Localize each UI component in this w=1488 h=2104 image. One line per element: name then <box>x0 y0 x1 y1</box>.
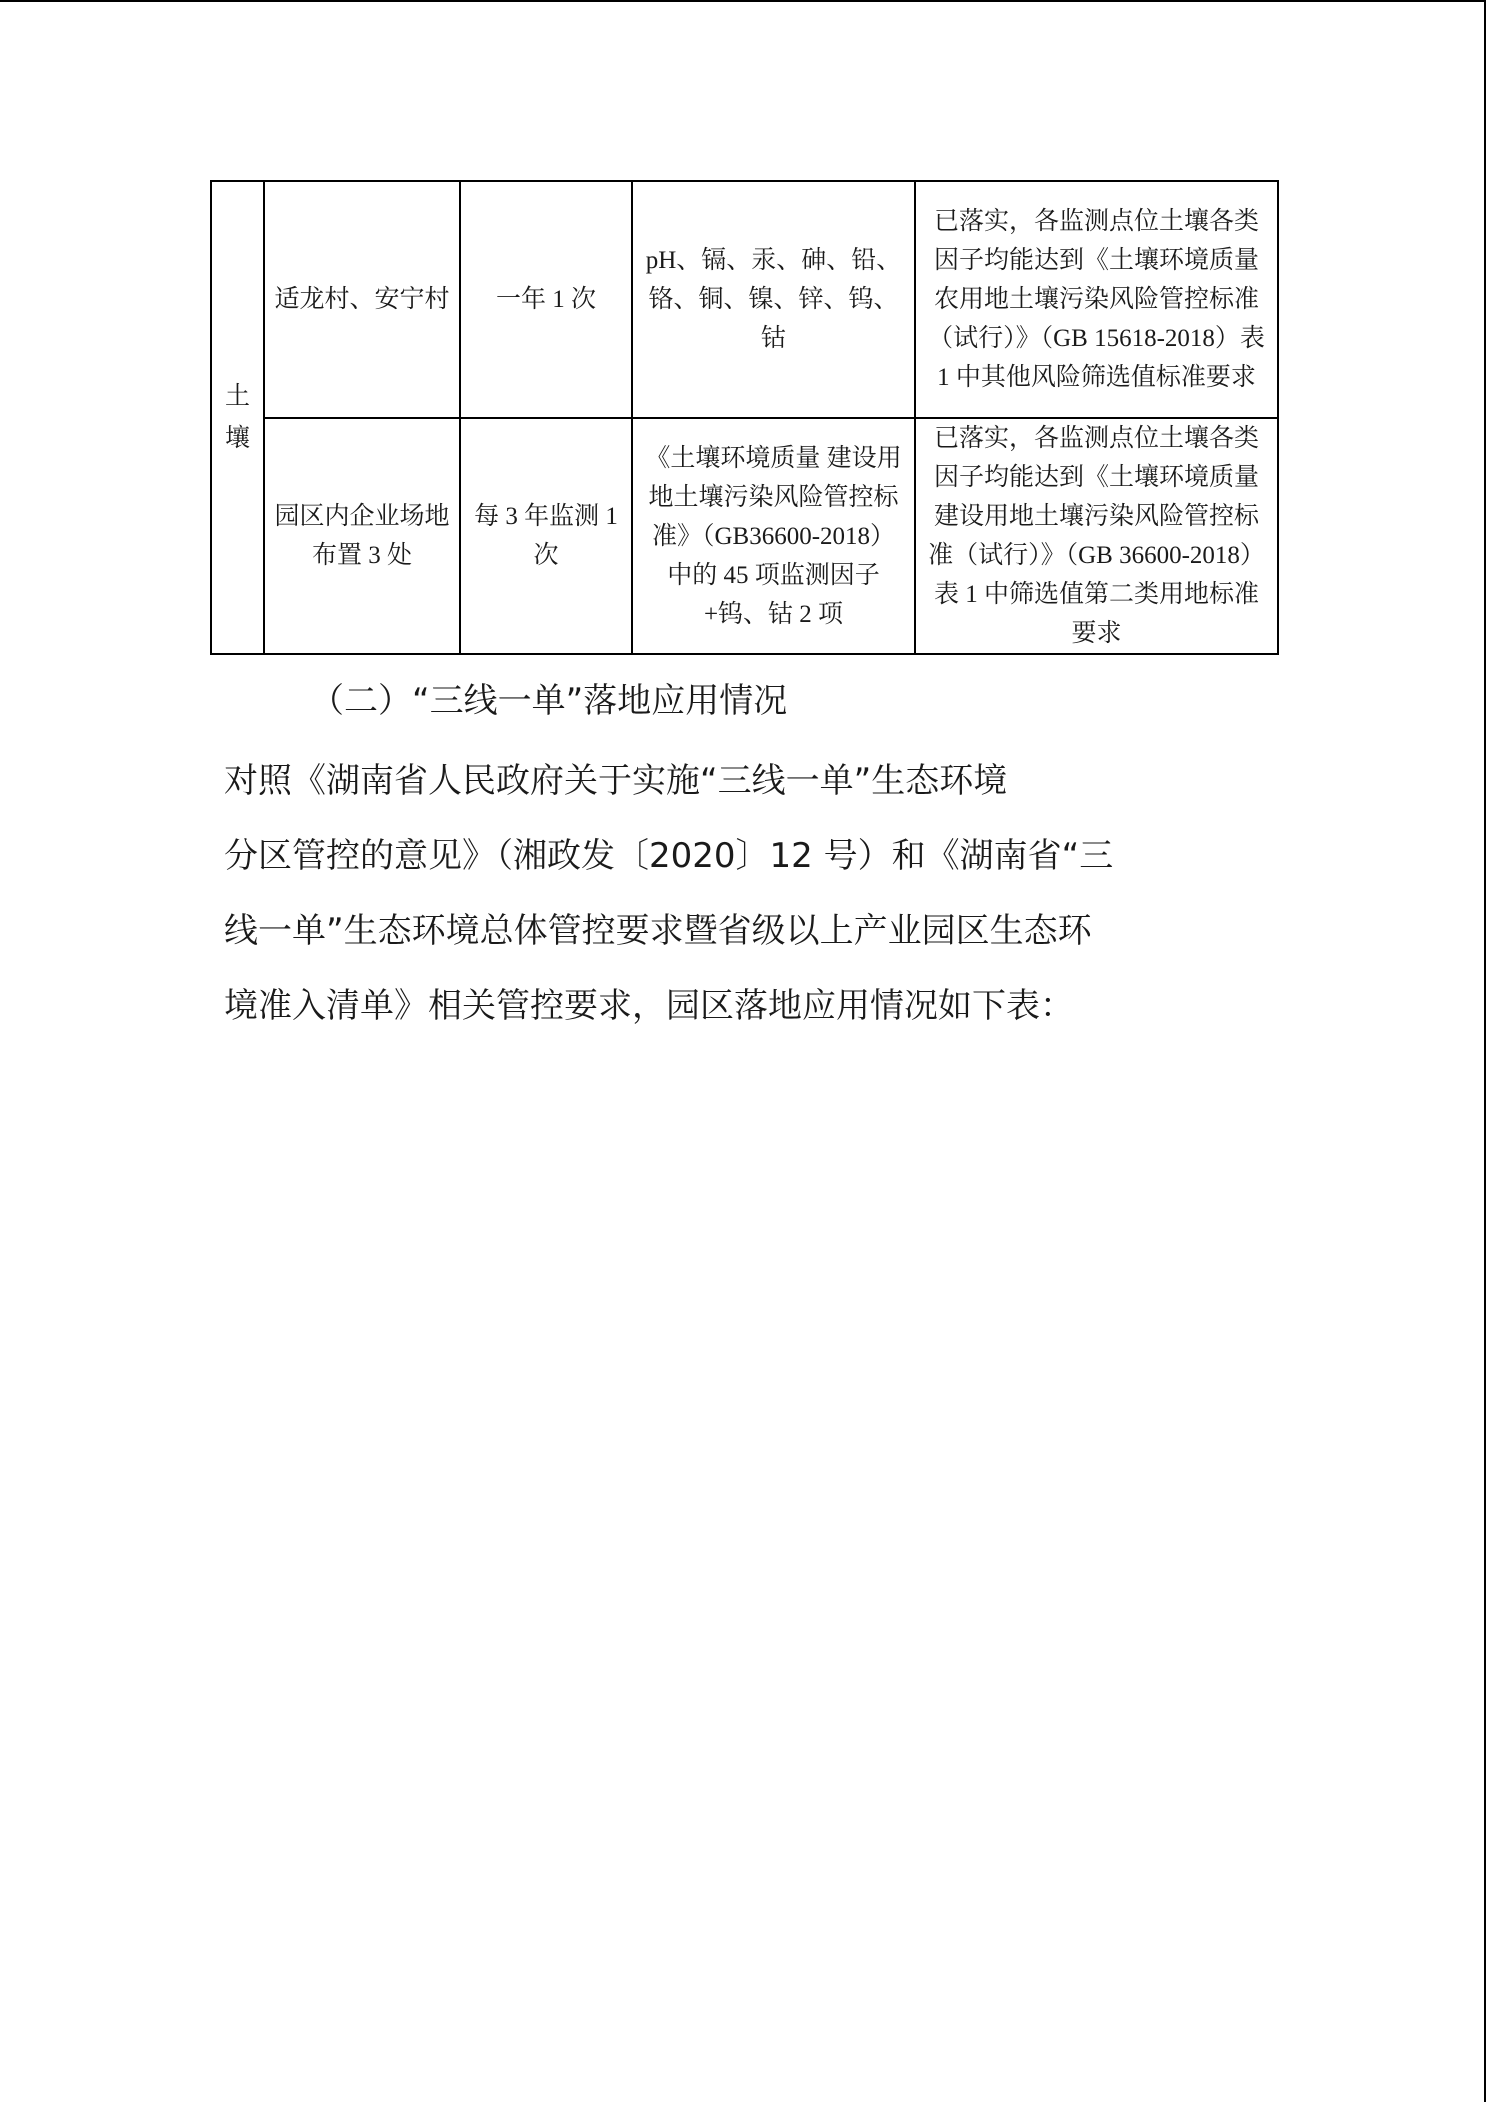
category-char: 土 <box>224 382 250 410</box>
body-paragraph <box>224 744 1264 1044</box>
paragraph-line: 境准入清单》相关管控要求，园区落地应用情况如下表： <box>224 986 1074 1026</box>
frequency-cell: 一年 1 次 <box>460 181 632 418</box>
factors-cell: 《土壤环境质量 建设用地土壤污染风险管控标准》（GB36600-2018）中的 45 项监测因子+钨、钴 2 项 <box>632 418 915 654</box>
factors-cell: pH、镉、汞、砷、铅、铬、铜、镍、锌、钨、钴 <box>632 181 915 418</box>
table-row <box>211 181 1278 418</box>
paragraph-line: 线一单”生态环境总体管控要求暨省级以上产业园区生态环 <box>224 911 1092 951</box>
table-row <box>211 418 1278 654</box>
location-cell: 适龙村、安宁村 <box>264 181 460 418</box>
frequency-cell: 每 3 年监测 1 次 <box>460 418 632 654</box>
location-cell: 园区内企业场地布置 3 处 <box>264 418 460 654</box>
category-char: 壤 <box>224 424 250 452</box>
status-cell: 已落实，各监测点位土壤各类因子均能达到《土壤环境质量 建设用地土壤污染风险管控标准（试行）》（GB 36600-2018）表 1 中筛选值第二类用地标准要求 <box>915 418 1278 654</box>
status-cell: 已落实，各监测点位土壤各类因子均能达到《土壤环境质量 农用地土壤污染风险管控标准（试行）》（GB 15618-2018）表 1 中其他风险筛选值标准要求 <box>915 181 1278 418</box>
soil-monitoring-table <box>210 180 1279 655</box>
category-cell <box>211 181 264 654</box>
paragraph-line: 对照《湖南省人民政府关于实施“三线一单”生态环境 <box>224 761 1008 801</box>
paragraph-line: 分区管控的意见》（湘政发〔2020〕12 号）和《湖南省“三 <box>224 836 1114 876</box>
section-heading: （二）“三线一单”落地应用情况 <box>310 681 788 721</box>
